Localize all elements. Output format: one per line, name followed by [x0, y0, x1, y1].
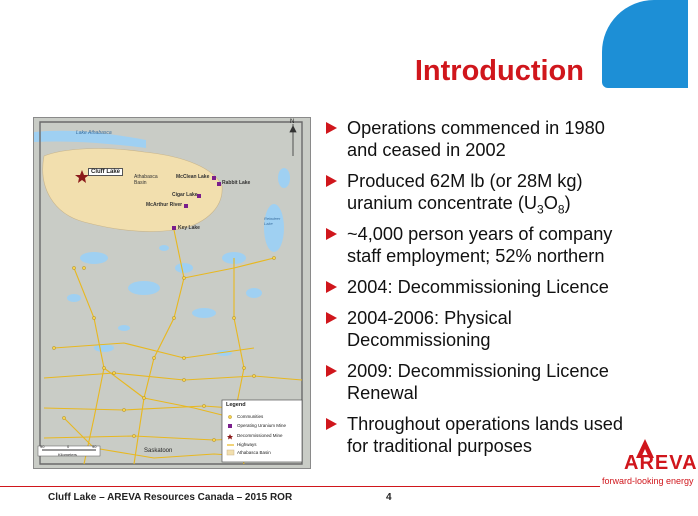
bullet-item [326, 170, 626, 217]
slide-title: Introduction [414, 55, 584, 87]
bullet-item [326, 307, 626, 351]
athabasca-basin-label: Athabasca Basin [134, 174, 158, 186]
bullet-item [326, 360, 626, 404]
mcarthur-river-label: McArthur River [146, 202, 183, 208]
mcclean-lake-label: McClean Lake [176, 174, 210, 180]
bullet-text: Throughout operations lands used for traditional purposes [347, 414, 624, 456]
bullet-text-post: ) [564, 193, 571, 213]
brand-name: AREVA [624, 452, 698, 474]
cluff-lake-label: Cluff Lake [88, 168, 123, 176]
legend-item-communities: Communities [237, 414, 264, 419]
footer-text: Cluff Lake – AREVA Resources Canada – 2015 ROR [48, 492, 293, 503]
bullet-item [326, 117, 626, 161]
scale-tick-right: 90 [92, 444, 97, 449]
bullet-text: 2004-2006: Physical Decommissioning [347, 308, 512, 350]
rabbit-lake-label: Rabbit Lake [222, 180, 251, 186]
page-number: 4 [386, 492, 392, 503]
bullet-arrow-icon [326, 418, 337, 430]
bullet-text: Produced 62M lb (or 28M kg) uranium concentrate (U [347, 171, 583, 213]
legend-item-highways: Highways [237, 442, 257, 447]
bullet-arrow-icon [326, 228, 337, 240]
bullet-arrow-icon [326, 122, 337, 134]
scale-unit: Kilometers [58, 452, 77, 457]
footer-divider [0, 486, 600, 487]
bullet-item [326, 223, 626, 267]
bullet-arrow-icon [326, 365, 337, 377]
bullet-text: Operations commenced in 1980 and ceased in 2002 [347, 118, 605, 160]
legend-item-basin: Athabasca Basin [237, 450, 271, 455]
bullet-text: 2009: Decommissioning Licence Renewal [347, 361, 609, 403]
lake-athabasca-label: Lake Athabasca [76, 130, 112, 136]
bullet-text: 2004: Decommissioning Licence [347, 277, 609, 297]
bullet-text-mid: O [543, 193, 558, 213]
bullet-text: ~4,000 person years of company staff employment; 52% northern [347, 224, 613, 266]
areva-logo [602, 438, 698, 498]
bullet-arrow-icon [326, 312, 337, 324]
reindeer-lake-label: Reindeer Lake [264, 216, 281, 226]
saskatoon-label: Saskatoon [144, 448, 173, 454]
corner-decoration [602, 0, 688, 88]
cigar-lake-label: Cigar Lake [172, 192, 198, 198]
bullet-arrow-icon [326, 281, 337, 293]
bullet-item [326, 413, 626, 457]
bullet-list [326, 117, 626, 466]
bullet-item [326, 276, 626, 298]
brand-tagline: forward-looking energy [602, 476, 694, 486]
subscript: 3 [537, 202, 544, 217]
scale-tick-mid: 0 [67, 444, 70, 449]
north-label: N [290, 119, 295, 125]
key-lake-label: Key Lake [178, 225, 200, 231]
subscript: 8 [557, 202, 565, 217]
legend-title: Legend [226, 402, 246, 408]
legend-item-operating-mine: Operating Uranium Mine [237, 423, 287, 428]
saskatchewan-map [33, 117, 311, 469]
bullet-arrow-icon [326, 175, 337, 187]
legend-item-decommissioned: Decommissioned Mine [237, 433, 283, 438]
scale-tick-left: 90 [40, 444, 45, 449]
